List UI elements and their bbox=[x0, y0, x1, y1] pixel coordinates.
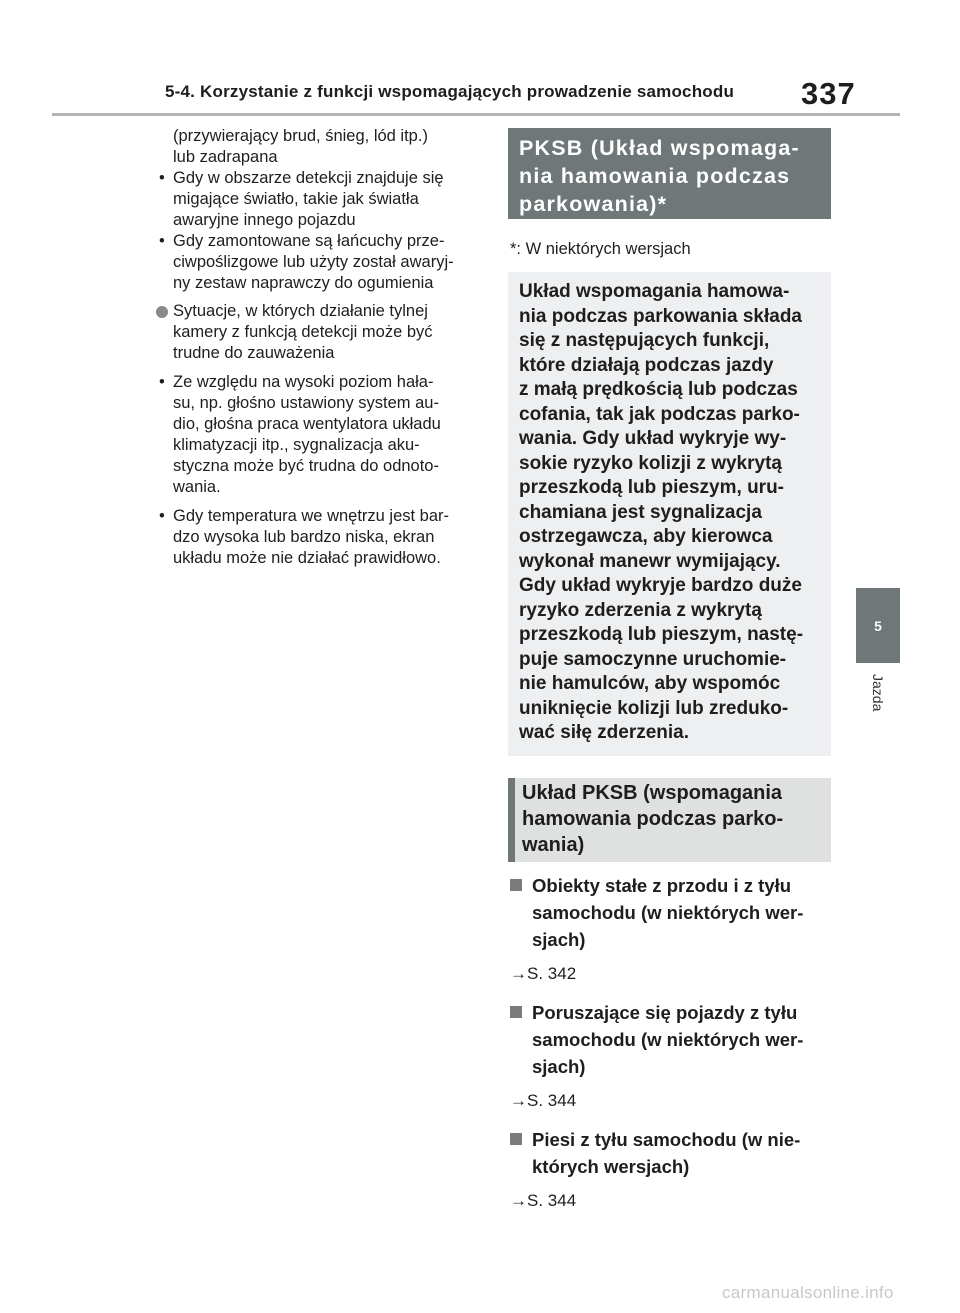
text-line: Ze względu na wysoki poziom hała- bbox=[173, 373, 434, 391]
function-list bbox=[508, 872, 831, 1212]
text-line: lub zadrapana bbox=[173, 148, 278, 166]
function-item-title bbox=[508, 872, 831, 953]
page-reference-link[interactable]: →S. 344 bbox=[510, 1190, 577, 1210]
watermark: carmanualsonline.info bbox=[722, 1283, 894, 1302]
text-line: Poruszające się pojazdy z tyłu bbox=[532, 1001, 798, 1023]
text-line: ostrzegawcza, aby kierowca bbox=[519, 526, 773, 547]
continued-paragraph bbox=[155, 126, 485, 168]
text-line: wania. Gdy układ wykryje wy- bbox=[519, 428, 787, 449]
page-reference-link[interactable]: →S. 342 bbox=[510, 963, 577, 983]
text-line: styczna może być trudna do odnoto- bbox=[173, 457, 439, 475]
text-line: przeszkodą lub pieszym, nastę- bbox=[519, 624, 804, 645]
text-line: uniknięcie kolizji lub zreduko- bbox=[519, 697, 789, 719]
text-line: ciwpoślizgowe lub użyty został awaryj- bbox=[173, 253, 454, 271]
bullet-item bbox=[155, 506, 485, 569]
square-bullet-icon bbox=[510, 1133, 522, 1145]
text-line: parkowania)* bbox=[519, 192, 668, 216]
text-line: puje samoczynne uruchomie- bbox=[519, 648, 787, 670]
text-line: Gdy układ wykryje bardzo duże bbox=[519, 575, 802, 596]
text-line: Układ PKSB (wspomagania bbox=[522, 781, 783, 804]
text-line: samochodu (w niektórych wer- bbox=[532, 901, 804, 923]
text-line: su, np. głośno ustawiony system au- bbox=[173, 394, 439, 412]
text-line: kamery z funkcją detekcji może być bbox=[173, 323, 433, 341]
text-line: ryzyko zderzenia z wykrytą bbox=[519, 599, 762, 621]
text-line: hamowania podczas parko- bbox=[522, 807, 784, 830]
square-bullet-icon bbox=[510, 879, 522, 891]
section-title bbox=[508, 128, 831, 219]
bullet-item bbox=[155, 372, 485, 498]
text-line: Piesi z tyłu samochodu (w nie- bbox=[532, 1128, 801, 1150]
text-line: wykonał manewr wymijający. bbox=[519, 550, 781, 572]
text-line: Gdy w obszarze detekcji znajduje się bbox=[173, 169, 444, 187]
page-number: 337 bbox=[801, 76, 856, 111]
text-line: cofania, tak jak podczas parko- bbox=[519, 403, 800, 425]
square-bullet-icon bbox=[510, 1006, 522, 1018]
bullet-dot: • bbox=[159, 232, 165, 250]
text-line: chamiana jest sygnalizacja bbox=[519, 501, 762, 523]
intro-box bbox=[508, 272, 831, 756]
text-line: których wersjach) bbox=[532, 1155, 690, 1177]
text-line: sjach) bbox=[532, 928, 586, 950]
chapter-tab-label: Jazda bbox=[870, 674, 886, 712]
text-line: układu może nie działać prawidłowo. bbox=[173, 549, 441, 567]
text-line: Układ wspomagania hamowa- bbox=[519, 281, 790, 302]
text-line: wać siłę zderzenia. bbox=[519, 722, 690, 743]
bullet-dot: • bbox=[159, 507, 165, 525]
function-item-title bbox=[508, 999, 831, 1080]
text-line: PKSB (Układ wspomaga- bbox=[519, 136, 800, 160]
page-reference-link[interactable]: →S. 344 bbox=[510, 1090, 577, 1110]
function-item-title bbox=[508, 1126, 831, 1180]
bullet-dot: • bbox=[159, 373, 165, 391]
text-line: z małą prędkością lub podczas bbox=[519, 379, 798, 400]
text-line: (przywierający brud, śnieg, lód itp.) bbox=[173, 127, 428, 145]
text-line: nia hamowania podczas bbox=[519, 164, 791, 188]
bullet-item bbox=[155, 168, 485, 231]
text-line: które działają podczas jazdy bbox=[519, 354, 774, 376]
bullet-item bbox=[155, 231, 485, 294]
text-line: nie hamulców, aby wspomóc bbox=[519, 673, 781, 694]
text-line: przeszkodą lub pieszym, uru- bbox=[519, 477, 784, 498]
text-line: klimatyzacji itp., sygnalizacja aku- bbox=[173, 436, 420, 454]
right-column bbox=[508, 128, 831, 1226]
text-line: Gdy zamontowane są łańcuchy prze- bbox=[173, 232, 445, 250]
text-line: ny zestaw naprawczy do ogumienia bbox=[173, 274, 434, 292]
text-line: Gdy temperatura we wnętrzu jest bar- bbox=[173, 507, 450, 525]
footnote: *: W niektórych wersjach bbox=[510, 240, 691, 258]
running-header: 5-4. Korzystanie z funkcji wspomagających prowadzenie samochodu bbox=[165, 82, 735, 101]
text-line: nia podczas parkowania składa bbox=[519, 305, 802, 327]
subheading bbox=[155, 301, 485, 364]
text-line: Obiekty stałe z przodu i z tyłu bbox=[532, 874, 792, 896]
text-line: sokie ryzyko kolizji z wykrytą bbox=[519, 452, 782, 474]
text-line: sjach) bbox=[532, 1055, 586, 1077]
text-line: Sytuacje, w których działanie tylnej bbox=[173, 302, 428, 320]
left-column bbox=[155, 126, 485, 569]
text-line: wania. bbox=[173, 478, 221, 496]
text-line: trudne do zauważenia bbox=[173, 344, 335, 362]
text-line: awaryjne innego pojazdu bbox=[173, 211, 356, 229]
header-rule bbox=[52, 113, 900, 116]
circle-bullet-icon bbox=[156, 306, 168, 318]
chapter-tab[interactable]: 5 bbox=[856, 588, 900, 663]
text-line: migające światło, takie jak światła bbox=[173, 190, 419, 208]
subsection-title bbox=[508, 778, 831, 862]
text-line: dio, głośna praca wentylatora układu bbox=[173, 415, 441, 433]
text-line: samochodu (w niektórych wer- bbox=[532, 1028, 804, 1050]
text-line: dzo wysoka lub bardzo niska, ekran bbox=[173, 528, 435, 546]
text-line: się z następujących funkcji, bbox=[519, 330, 770, 351]
text-line: wania) bbox=[522, 833, 585, 856]
bullet-dot: • bbox=[159, 169, 165, 187]
